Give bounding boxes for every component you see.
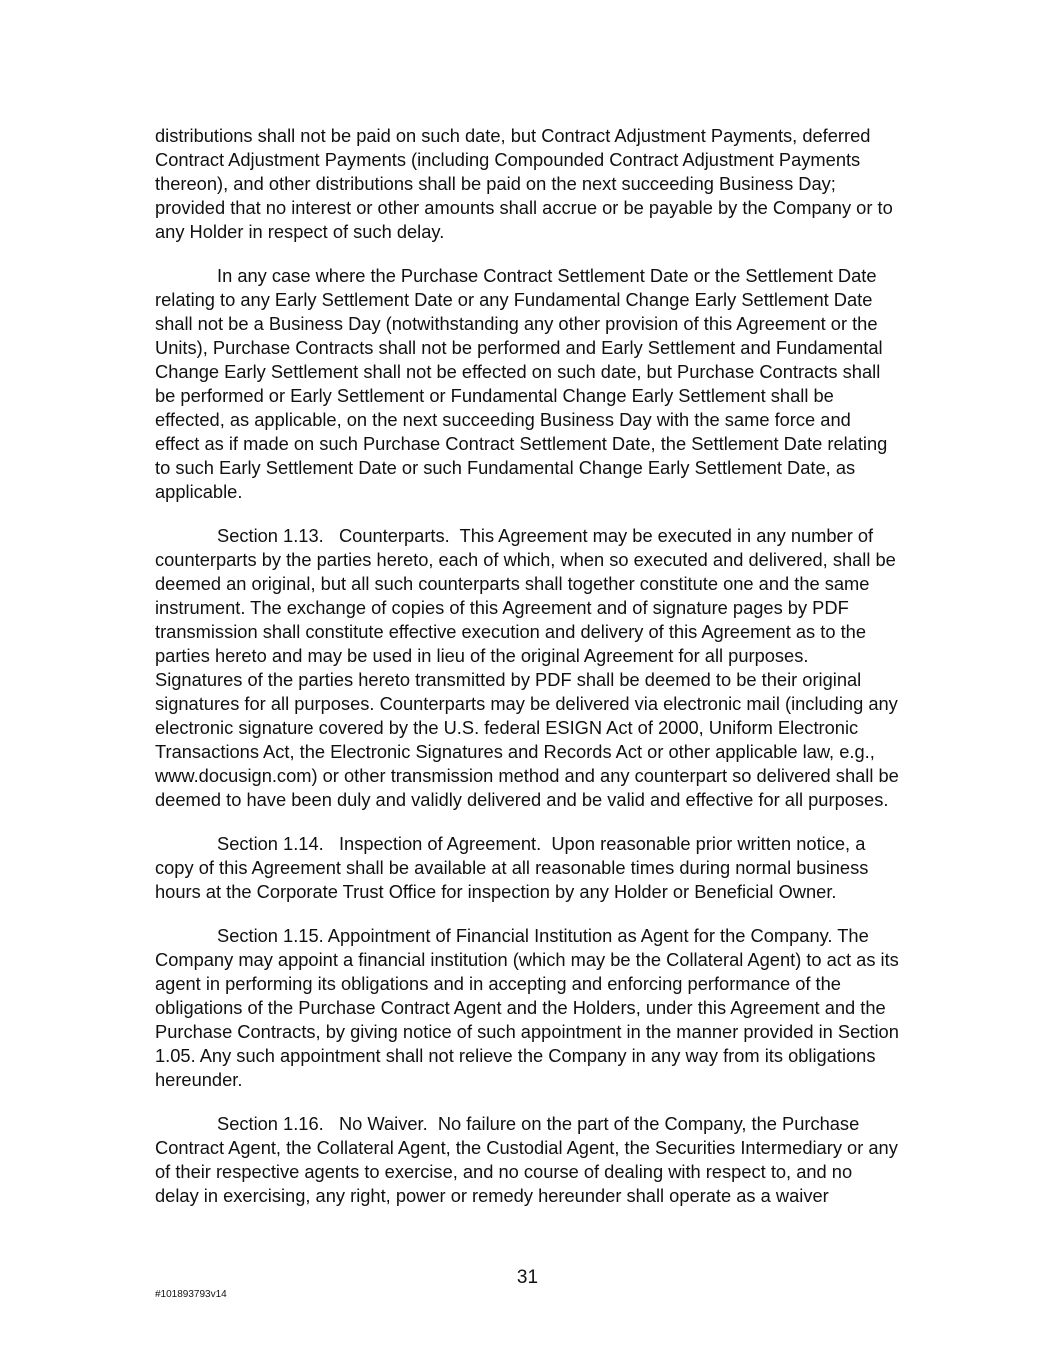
paragraph-text: In any case where the Purchase Contract Settlement Date or the Settlement Date relating to any Early Settlement Date or any Fundamental Change Early Settlement Date shall not be a Business Day (notwithstanding any other provision of this Agreement or the Units), Purchase Contracts shall not be performed and Early Settlement and Fundamental Change Early Settlement shall not be effected on such date, but Purchase Contracts shall be performed or Early Settlement or Fundamental Change Early Settlement shall be effected, as applicable, on the next succeeding Business Day with the same force and effect as if made on such Purchase Contract Settlement Date, the Settlement Date relating to such Early Settlement Date or such Fundamental Change Early Settlement Date, as applicable.: [155, 265, 888, 502]
section-1-13-counterparts: [155, 524, 900, 812]
paragraph-text: The Company may appoint a financial institution (which may be the Collateral Agent) to act as its agent in performing its obligations and in accepting and enforcing performance of the obligations of the Purchase Contract Agent and the Holders, under this Agreement and the Purchase Contracts, by giving notice of such appointment in the manner provided in Section 1.05. Any such appointment shall not relieve the Company in any way from its obligations hereunder.: [155, 925, 899, 1090]
paragraph-distributions: [155, 124, 900, 244]
section-1-15-appointment: [155, 924, 900, 1092]
section-heading: Section 1.16. No Waiver.: [217, 1113, 438, 1134]
document-body: [155, 124, 900, 1228]
section-heading: Section 1.14. Inspection of Agreement.: [217, 833, 552, 854]
paragraph-text: Upon reasonable prior written notice, a copy of this Agreement shall be available at all reasonable times during normal business hours at the Corporate Trust Office for inspection by any Holder or Beneficial Owner.: [155, 833, 869, 902]
section-1-16-no-waiver: [155, 1112, 900, 1208]
paragraph-text: distributions shall not be paid on such date, but Contract Adjustment Payments, deferred Contract Adjustment Payments (including Compounded Contract Adjustment Payments thereon), and other distributions shall be paid on the next succeeding Business Day; provided that no interest or other amounts shall accrue or be payable by the Company or to any Holder in respect of such delay.: [155, 125, 893, 242]
paragraph-text: No failure on the part of the Company, the Purchase Contract Agent, the Collateral Agent, the Custodial Agent, the Securities Intermediary or any of their respective agents to exercise, and no course of dealing with respect to, and no delay in exercising, any right, power or remedy hereunder shall operate as a waiver: [155, 1113, 898, 1206]
page-number: 31: [516, 1267, 539, 1288]
section-1-14-inspection: [155, 832, 900, 904]
paragraph-text: This Agreement may be executed in any number of counterparts by the parties hereto, each of which, when so executed and delivered, shall be deemed an original, but all such counterparts shall together constitute one and the same instrument. The exchange of copies of this Agreement and of signature pages by PDF transmission shall constitute effective execution and delivery of this Agreement as to the parties hereto and may be used in lieu of the original Agreement for all purposes. Signatures of the parties hereto transmitted by PDF shall be deemed to be their original signatures for all purposes. Counterparts may be delivered via electronic mail (including any electronic signature covered by the U.S. federal ESIGN Act of 2000, Uniform Electronic Transactions Act, the Electronic Signatures and Records Act or other applicable law, e.g., www.docusign.com) or other transmission method and any counterpart so delivered shall be deemed to have been duly and validly delivered and be valid and effective for all purposes.: [155, 525, 899, 810]
section-heading: Section 1.15. Appointment of Financial Institution as Agent for the Company.: [217, 925, 838, 946]
document-id: #101893793v14: [155, 1289, 227, 1300]
section-heading: Section 1.13. Counterparts.: [217, 525, 460, 546]
paragraph-settlement-date: [155, 264, 900, 504]
